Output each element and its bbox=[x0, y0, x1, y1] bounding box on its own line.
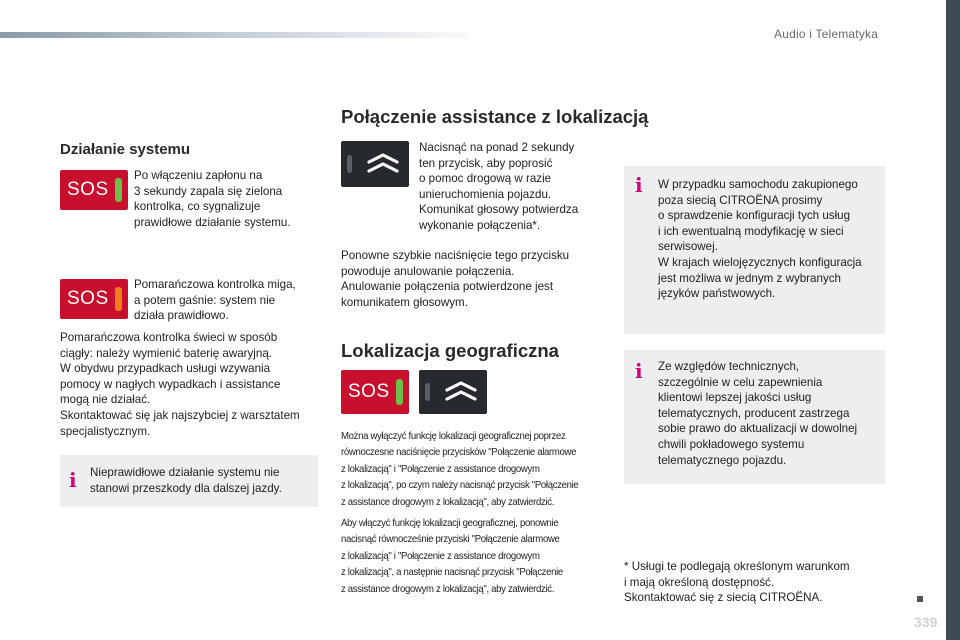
footnote: * Usługi te podlegają określonym warunkom i mają określoną dostępność. Skontaktować się z siecią CITROËNA. bbox=[624, 560, 850, 605]
paragraph-assistance-press: Nacisnąć na ponad 2 sekundy ten przycisk, aby poprosić o pomoc drogową w razie unieruchomienia pojazdu. Komunikat głosowy potwierdza wykonanie połączenia*. bbox=[419, 141, 579, 232]
button-notch bbox=[425, 383, 430, 401]
heading-geolocation: Lokalizacja geograficzna bbox=[341, 340, 559, 361]
sos-button bbox=[341, 370, 409, 414]
assistance-button bbox=[419, 370, 487, 414]
sos-label: SOS bbox=[348, 381, 390, 402]
info-box-malfunction bbox=[60, 455, 318, 507]
paragraph-green-light: Po włączeniu zapłonu na 3 sekundy zapala się zielona kontrolka, co sygnalizuje prawidłowe działanie systemu. bbox=[134, 169, 291, 229]
side-stripe bbox=[946, 0, 960, 640]
orange-led-indicator bbox=[115, 287, 122, 311]
info-text-technical: Ze względów technicznych, szczególnie w celu zapewnienia klientowi lepszej jakości usług telematycznych, producent zastrzega sobie prawo do aktualizacji w dowolnej chwili pokładowego systemu telematycznego pojazdu. bbox=[658, 360, 858, 467]
sos-button-orange bbox=[60, 279, 128, 319]
paragraph-assistance-cancel: Ponowne szybkie naciśnięcie tego przycisku powoduje anulowanie połączenia. Anulowanie połączenia potwierdzone jest komunikatem głosowym. bbox=[341, 249, 570, 309]
heading-system-operation: Działanie systemu bbox=[60, 141, 191, 158]
paragraph-geo-disable: Można wyłączyć funkcję lokalizacji geograficznej poprzez równoczesne naciśnięcie przycisków "Połączenie alarmowe z lokalizacją" i "Połączenie z assistance drogowym z lokalizacją", po czym należy nacisnąć przycisk "Połączenie z assistance drogowym z lokalizacją", aby zatwierdzić. bbox=[341, 431, 579, 508]
info-box-configuration bbox=[624, 166, 885, 334]
chapter-title: Audio i Telematyka bbox=[774, 27, 879, 41]
button-notch bbox=[347, 155, 352, 173]
assistance-button bbox=[341, 141, 409, 187]
sos-label: SOS bbox=[67, 179, 109, 200]
info-icon: i bbox=[635, 173, 643, 197]
page-number: 339 bbox=[914, 614, 938, 630]
green-led-indicator bbox=[115, 178, 122, 202]
citroen-chevrons-icon bbox=[444, 379, 478, 405]
sos-label: SOS bbox=[67, 288, 109, 309]
paragraph-orange-steady: Pomarańczowa kontrolka świeci w sposób ciągły: należy wymienić baterię awaryjną. W obydwu przypadkach usługi wzywania pomocy w nagłych wypadkach i assistance mogą nie działać. Skontaktować się jak najszybciej z warsztatem specjalistycznym. bbox=[60, 331, 300, 438]
citroen-chevrons-icon bbox=[366, 151, 400, 177]
heading-assistance-call: Połączenie assistance z lokalizacją bbox=[341, 106, 649, 127]
info-text-malfunction: Nieprawidłowe działanie systemu nie stanowi przeszkody dla dalszej jazdy. bbox=[90, 466, 282, 495]
paragraph-geo-enable: Aby włączyć funkcję lokalizacji geograficznej, ponownie nacisnąć równocześnie przyciski "Połączenie alarmowe z lokalizacją" i "Połączenie z assistance drogowym z lokalizacją", a następnie nacisnąć przycisk "Połączenie z assistance drogowym z lokalizacją", aby zatwierdzić. bbox=[341, 518, 563, 595]
paragraph-orange-blink: Pomarańczowa kontrolka miga, a potem gaśnie: system nie działa prawidłowo. bbox=[134, 278, 296, 323]
info-box-technical bbox=[624, 350, 885, 484]
info-icon: i bbox=[635, 359, 643, 383]
sos-button-green bbox=[60, 170, 128, 210]
info-icon: i bbox=[69, 468, 77, 492]
page-marker bbox=[917, 596, 923, 602]
info-text-configuration: W przypadku samochodu zakupionego poza siecią CITROËNA prosimy o sprawdzenie konfiguracji tych usług i ich ewentualną modyfikację w sieci serwisowej. W krajach wielojęzycznych konfiguracja jest możliwa w jednym z wybranych języków państwowych. bbox=[658, 178, 862, 301]
header-rule bbox=[0, 32, 470, 38]
green-led-indicator bbox=[396, 379, 403, 405]
